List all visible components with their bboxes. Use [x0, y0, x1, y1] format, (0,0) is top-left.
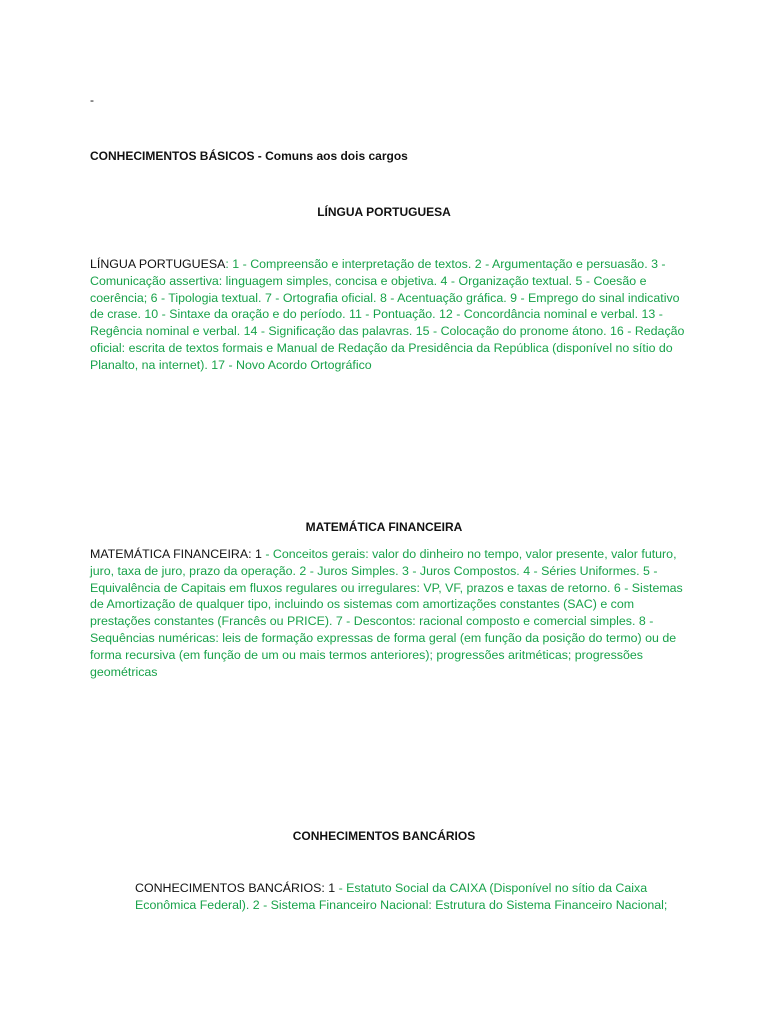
section-title-conhecimentos-bancarios: CONHECIMENTOS BANCÁRIOS: [292, 829, 476, 843]
section-title-lingua-portuguesa: LÍNGUA PORTUGUESA: [317, 205, 451, 219]
document-heading: [90, 148, 408, 164]
section-paragraph-lingua-portuguesa: [90, 256, 690, 374]
heading-sub: - Comuns aos dois cargos: [254, 149, 408, 163]
section-title-matematica-financeira: MATEMÁTICA FINANCEIRA: [305, 520, 463, 534]
heading-main: CONHECIMENTOS BÁSICOS: [90, 149, 255, 163]
paragraph-body: - Estatuto Social da CAIXA (Disponível no sítio da Caixa Econômica Federal). 2 - Sistema Financeiro Nacional: Estrutura do Sistema Financeiro Nacional;: [135, 881, 668, 912]
paragraph-lead: CONHECIMENTOS BANCÁRIOS: 1: [135, 881, 336, 895]
leading-dash: -: [90, 93, 94, 107]
paragraph-body: : 1 - Compreensão e interpretação de textos. 2 - Argumentação e persuasão. 3 - Comunicação assertiva: linguagem simples, concisa e objetiva. 4 - Organização textual. 5 - Coesão e coerência; 6 - Tipologia textual. 7 - Ortografia oficial. 8 - Acentuação gráfica. 9 - Emprego do sinal indicativo de crase. 10 - Sintaxe da oração e do período. 11 - Pontuação. 12 - Concordância nominal e verbal. 13 - Regência nominal e verbal. 14 - Significação das palavras. 15 - Colocação do pronome átono. 16 - Redação oficial: escrita de textos formais e Manual de Redação da Presidência da República (disponível no sítio do Planalto, na internet). 17 - Novo Acordo Ortográfico: [90, 257, 685, 372]
section-paragraph-matematica-financeira: [90, 546, 690, 680]
section-paragraph-conhecimentos-bancarios: [135, 880, 680, 914]
paragraph-lead: LÍNGUA PORTUGUESA: [90, 257, 226, 271]
paragraph-lead: MATEMÁTICA FINANCEIRA: 1: [90, 547, 262, 561]
paragraph-body: - Conceitos gerais: valor do dinheiro no tempo, valor presente, valor futuro, juro, taxa de juro, prazo da operação. 2 - Juros Simples. 3 - Juros Compostos. 4 - Séries Uniformes. 5 - Equivalência de Capitais em fluxos regulares ou irregulares: VP, VF, prazos e taxas de retorno. 6 - Sistemas de Amortização de qualquer tipo, incluindo os sistemas com amortizações constantes (SAC) e com prestações constantes (Francês ou PRICE). 7 - Descontos: racional composto e comercial simples. 8 - Sequências numéricas: leis de formação expressas de forma geral (em função da posição do termo) ou de forma recursiva (em função de um ou mais termos anteriores); progressões aritméticas; progressões geométricas: [90, 547, 683, 679]
